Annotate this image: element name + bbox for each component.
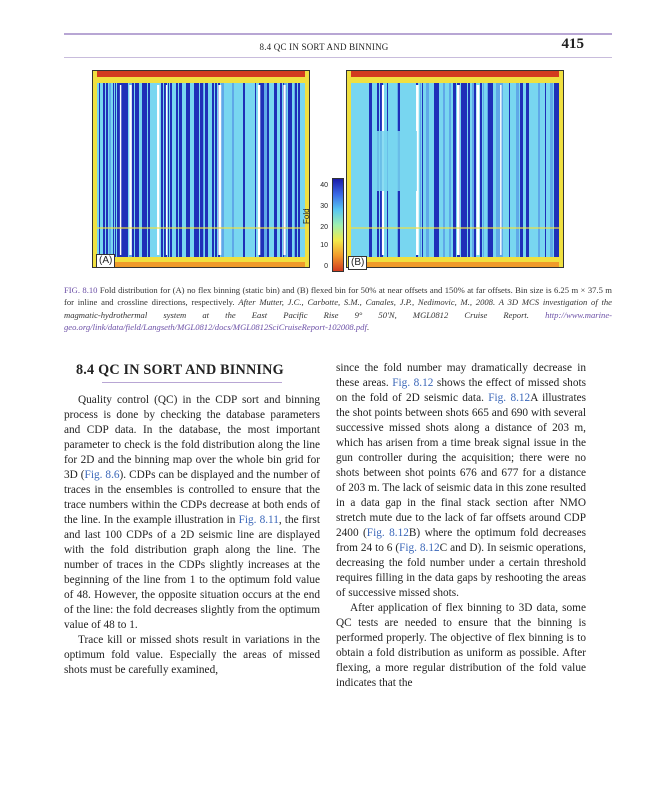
fold-stripe: [150, 83, 151, 257]
fold-stripe: [528, 83, 529, 257]
fold-stripe: [295, 83, 297, 257]
fold-stripe: [216, 83, 217, 257]
fold-map-panel-b: [346, 70, 564, 268]
fold-stripe: [226, 83, 228, 257]
fold-stripe: [513, 83, 516, 257]
fold-stripe: [301, 83, 304, 257]
edge-taper: [559, 71, 563, 267]
fold-gap: [129, 85, 131, 255]
fold-stripe: [554, 83, 557, 257]
fold-map-b-plot: [347, 71, 563, 267]
fold-stripe: [106, 83, 108, 257]
top-taper-band: [347, 71, 563, 77]
fold-stripe: [117, 83, 120, 257]
figure-8-10: [64, 62, 612, 282]
fold-stripe: [483, 83, 484, 257]
fold-stripe: [437, 83, 439, 257]
fold-stripe: [148, 83, 150, 257]
figure-ref-link[interactable]: Fig. 8.12: [392, 377, 434, 389]
fold-stripe: [494, 83, 496, 257]
fold-stripe: [103, 83, 105, 257]
fold-stripe: [426, 83, 428, 257]
body-right-column: [336, 361, 586, 691]
figure-ref-link[interactable]: Fig. 8.12: [366, 527, 409, 539]
fold-stripe: [239, 83, 242, 257]
fold-stripe: [182, 83, 183, 257]
right-paragraph-2: After application of flex binning to 3D data, some QC tests are needed to ensure that the binning is performed properly. The objective of flex binning is to obtain a fold distribution as uniform as possible. After flexing, a more regular distribution of the fold value indicates that the: [336, 602, 586, 689]
colorbar-tick-20: 20: [320, 224, 328, 231]
top-taper-band: [93, 71, 309, 77]
text-run: ). CDPs can be displayed and the number of traces in the ensembles is controlled to ensure that the trace numbers within the CDPs decrease at both ends of the line. In the example illustration in: [64, 469, 320, 526]
fold-stripe: [123, 83, 125, 257]
fold-stripe: [298, 83, 300, 257]
low-fold-band: [347, 227, 563, 229]
fold-gap: [166, 85, 167, 255]
panel-b-label: (B): [348, 256, 367, 270]
fold-stripe: [443, 83, 445, 257]
fold-stripe: [480, 83, 482, 257]
section-heading-underline: [102, 382, 282, 383]
fold-stripe: [538, 83, 540, 257]
figure-caption: [64, 284, 612, 334]
fold-stripe: [366, 83, 368, 257]
fold-gap: [258, 85, 260, 255]
fold-stripe: [274, 83, 277, 257]
fold-stripe: [506, 83, 509, 257]
fold-stripe: [533, 83, 534, 257]
fold-stripe: [99, 83, 100, 257]
fold-stripe: [364, 83, 365, 257]
fold-stripe: [288, 83, 291, 257]
running-header: 8.4 QC IN SORT AND BINNING: [259, 42, 389, 52]
left-paragraph-2: Trace kill or missed shots result in variations in the optimum fold value. Especially the areas of missed shots must be carefully examined,: [64, 634, 320, 676]
fold-stripe: [139, 83, 141, 257]
fold-stripe: [281, 83, 282, 257]
fold-gap: [476, 85, 479, 255]
fold-stripe: [423, 83, 426, 257]
fold-stripe: [280, 83, 281, 257]
text-run: shows the effect of missed shots on the fold of 2D seismic data.: [336, 377, 586, 404]
fold-stripe: [215, 83, 216, 257]
fold-stripe: [113, 83, 114, 257]
fold-stripe: [243, 83, 245, 257]
panel-a-label: (A): [96, 254, 115, 268]
fold-stripe: [428, 83, 429, 257]
page-number: 415: [561, 36, 584, 52]
fold-stripe: [189, 83, 190, 257]
fold-stripe: [97, 83, 99, 257]
fold-stripe: [252, 83, 254, 257]
fold-stripe: [271, 83, 274, 257]
figure-ref-link[interactable]: Fig. 8.11: [238, 514, 279, 526]
fold-stripe: [369, 83, 372, 257]
fold-stripe: [151, 83, 152, 257]
caption-text: Fold distribution for (A) no flex binning (static bin) and (B) flexed bin for 50% at near offsets and 150% at far offsets. Bin size is 6.25 m × 37.5 m for inline and crossline directions, respectively.: [64, 285, 612, 308]
text-run: C and D). In seismic operations, decreasing the fold number under a certain threshold requires filling in the data gaps by reshooting the areas of successive missed shots.: [336, 542, 586, 599]
fold-stripe: [353, 83, 356, 257]
fold-stripe: [170, 83, 172, 257]
fold-stripe: [545, 83, 546, 257]
fold-gap: [457, 85, 460, 255]
fold-stripe: [294, 83, 295, 257]
fold-stripe: [224, 83, 225, 257]
fold-stripe: [503, 83, 504, 257]
section-heading: 8.4 QC IN SORT AND BINNING: [76, 362, 284, 378]
fold-stripe: [359, 83, 360, 257]
fold-stripe: [262, 83, 264, 257]
fold-stripe: [468, 83, 470, 257]
low-fold-band: [93, 227, 309, 229]
fold-stripe: [235, 83, 238, 257]
caption-citation: After Mutter, J.C., Carbotte, S.M., Canales, J.P., Nedimovic, M., 2008. A 3D MCS investigation of the magmatic-hydrothermal system at the East Pacific Rise 9° 50′N, MGL0812 Cruise Report.: [64, 297, 612, 320]
fold-stripe: [168, 83, 169, 257]
colorbar-tick-10: 10: [320, 242, 328, 249]
fold-stripe: [434, 83, 437, 257]
fold-stripe: [125, 83, 128, 257]
fold-stripe: [442, 83, 443, 257]
fold-stripe: [492, 83, 493, 257]
edge-taper: [347, 71, 351, 267]
fold-stripe: [277, 83, 279, 257]
fold-stripe: [194, 83, 196, 257]
fold-stripe: [153, 83, 156, 257]
fold-stripe: [375, 83, 376, 257]
fold-stripe: [541, 83, 544, 257]
text-run: A illustrates the shot points between shots 665 and 690 with several successive missed shots along a distance of 203 m, which has arisen from a time break signal issue in the gun controller during the acquisition; there were no shots between shot points 676 and 677 for a distance of 203 m. The lack of seismic data in this zone resulted in a data gap in the final stack section after NMO stretch mute due to the lack of far offsets around CDP 2400 (: [336, 392, 586, 539]
fold-stripe: [162, 83, 163, 257]
fold-stripe: [137, 83, 139, 257]
fold-stripe: [255, 83, 256, 257]
fold-stripe: [205, 83, 208, 257]
bottom-taper-band: [93, 262, 309, 267]
fold-stripe: [509, 83, 510, 257]
fold-stripe: [441, 83, 442, 257]
text-run: B) where the optimum fold decreases from 24 to 6 (: [336, 527, 586, 554]
fold-stripe: [198, 83, 199, 257]
fold-stripe: [489, 83, 491, 257]
fold-stripe: [550, 83, 553, 257]
fold-stripe: [449, 83, 451, 257]
fold-stripe: [464, 83, 467, 257]
text-run: , the first and last 100 CDPs of a 2D seismic line are displayed with the fold distribution graph along the line. The number of traces in the CDPs slightly increases at the beginning of the line from 1 to the optimum fold value of 48. However, the opposite situation occurs at the end of the line: the fold decreases slightly from the optimum value of 48 to 1.: [64, 514, 320, 631]
fold-stripe: [372, 83, 374, 257]
text-run: Quality control (QC) in the CDP sort and binning process is done by checking the database parameters and CDP data. In the database, the most important parameter to check is the fold distribution along the line for 2D and the binning map over the whole bin grid for 3D (: [64, 394, 320, 481]
edge-taper: [93, 71, 97, 267]
fold-stripe: [504, 83, 505, 257]
fold-stripe: [191, 83, 194, 257]
fold-stripe: [221, 83, 224, 257]
fold-stripe: [520, 83, 523, 257]
fold-stripe: [186, 83, 189, 257]
fold-stripe: [491, 83, 492, 257]
fold-stripe: [485, 83, 486, 257]
fold-colorbar: [332, 178, 344, 272]
fold-stripe: [184, 83, 186, 257]
fold-stripe: [516, 83, 519, 257]
fold-stripe: [232, 83, 234, 257]
fold-stripe: [557, 83, 559, 257]
fold-stripe: [474, 83, 476, 257]
fold-stripe: [203, 83, 204, 257]
fold-stripe: [179, 83, 182, 257]
fold-stripe: [200, 83, 201, 257]
fold-stripe: [535, 83, 537, 257]
fold-stripe: [111, 83, 112, 257]
fold-stripe: [264, 83, 267, 257]
figure-ref-link[interactable]: Fig. 8.6: [84, 469, 120, 481]
fold-gap: [157, 85, 159, 255]
fold-stripe: [115, 83, 116, 257]
colorbar-title: Fold: [302, 208, 311, 224]
fold-stripe: [145, 83, 147, 257]
bottom-taper-band: [347, 262, 563, 267]
fold-stripe: [108, 83, 109, 257]
figure-ref-link[interactable]: Fig. 8.12: [488, 392, 531, 404]
fold-stripe: [430, 83, 433, 257]
fold-stripe: [173, 83, 175, 257]
colorbar-tick-0: 0: [324, 263, 328, 270]
fold-stripe: [291, 83, 292, 257]
body-left-column: [64, 393, 320, 678]
fold-stripe: [209, 83, 212, 257]
fold-stripe: [176, 83, 178, 257]
fold-map-a-plot: [93, 71, 309, 267]
fold-stripe: [446, 83, 448, 257]
colorbar-tick-40: 40: [320, 182, 328, 189]
fold-stripe: [204, 83, 205, 257]
fold-stripe: [488, 83, 489, 257]
fold-gap: [218, 85, 221, 255]
edge-taper: [305, 71, 309, 267]
uniform-area: [377, 131, 417, 191]
fold-stripe: [360, 83, 363, 257]
fold-stripe: [292, 83, 293, 257]
fold-stripe: [422, 83, 423, 257]
fold-stripe: [510, 83, 512, 257]
colorbar-tick-30: 30: [320, 203, 328, 210]
left-paragraph-1: [64, 393, 320, 633]
fold-stripe: [452, 83, 453, 257]
fold-stripe: [267, 83, 269, 257]
fold-stripe: [212, 83, 214, 257]
fold-stripe: [357, 83, 359, 257]
fold-stripe: [201, 83, 203, 257]
fold-map-panel-a: [92, 70, 310, 268]
fold-stripe: [132, 83, 134, 257]
top-taper-band: [347, 77, 563, 83]
fold-stripe: [229, 83, 231, 257]
fold-stripe: [524, 83, 525, 257]
fold-stripe: [270, 83, 271, 257]
top-taper-band: [93, 77, 309, 83]
fold-stripe: [109, 83, 111, 257]
fold-stripe: [246, 83, 248, 257]
fold-stripe: [135, 83, 137, 257]
bottom-taper-band: [93, 257, 309, 262]
fold-stripe: [453, 83, 456, 257]
fold-stripe: [487, 83, 488, 257]
text-run: since the fold number may dramatically decrease in these areas.: [336, 362, 586, 389]
caption-figure-label: FIG. 8.10: [64, 285, 98, 295]
bottom-taper-band: [347, 257, 563, 262]
fold-gap: [283, 85, 285, 255]
fold-stripe: [439, 83, 440, 257]
fold-stripe: [128, 83, 129, 257]
fold-stripe: [547, 83, 550, 257]
fold-stripe: [461, 83, 464, 257]
fold-stripe: [496, 83, 499, 257]
fold-gap: [120, 85, 121, 255]
fold-stripe: [101, 83, 102, 257]
caption-url-tail: .: [366, 322, 369, 333]
header-rule: [64, 57, 612, 58]
right-paragraph-1: [336, 361, 586, 601]
fold-stripe: [142, 83, 145, 257]
fold-gap: [500, 85, 501, 255]
caption-url-link[interactable]: http://www.marine-geo.org/link/data/field/Langseth/MGL0812/docs/MGL0812SciCruiseReport-102008.pdf: [64, 309, 612, 333]
fold-stripe: [196, 83, 198, 257]
fold-stripe: [470, 83, 471, 257]
top-rule: [64, 33, 612, 35]
fold-stripe: [526, 83, 528, 257]
page-top-band: [0, 0, 648, 34]
fold-stripe: [248, 83, 251, 257]
fold-stripe: [472, 83, 474, 257]
fold-stripe: [161, 83, 162, 257]
fold-stripe: [420, 83, 421, 257]
fold-stripe: [530, 83, 533, 257]
figure-ref-link[interactable]: Fig. 8.12: [399, 542, 440, 554]
fold-stripe: [351, 83, 352, 257]
